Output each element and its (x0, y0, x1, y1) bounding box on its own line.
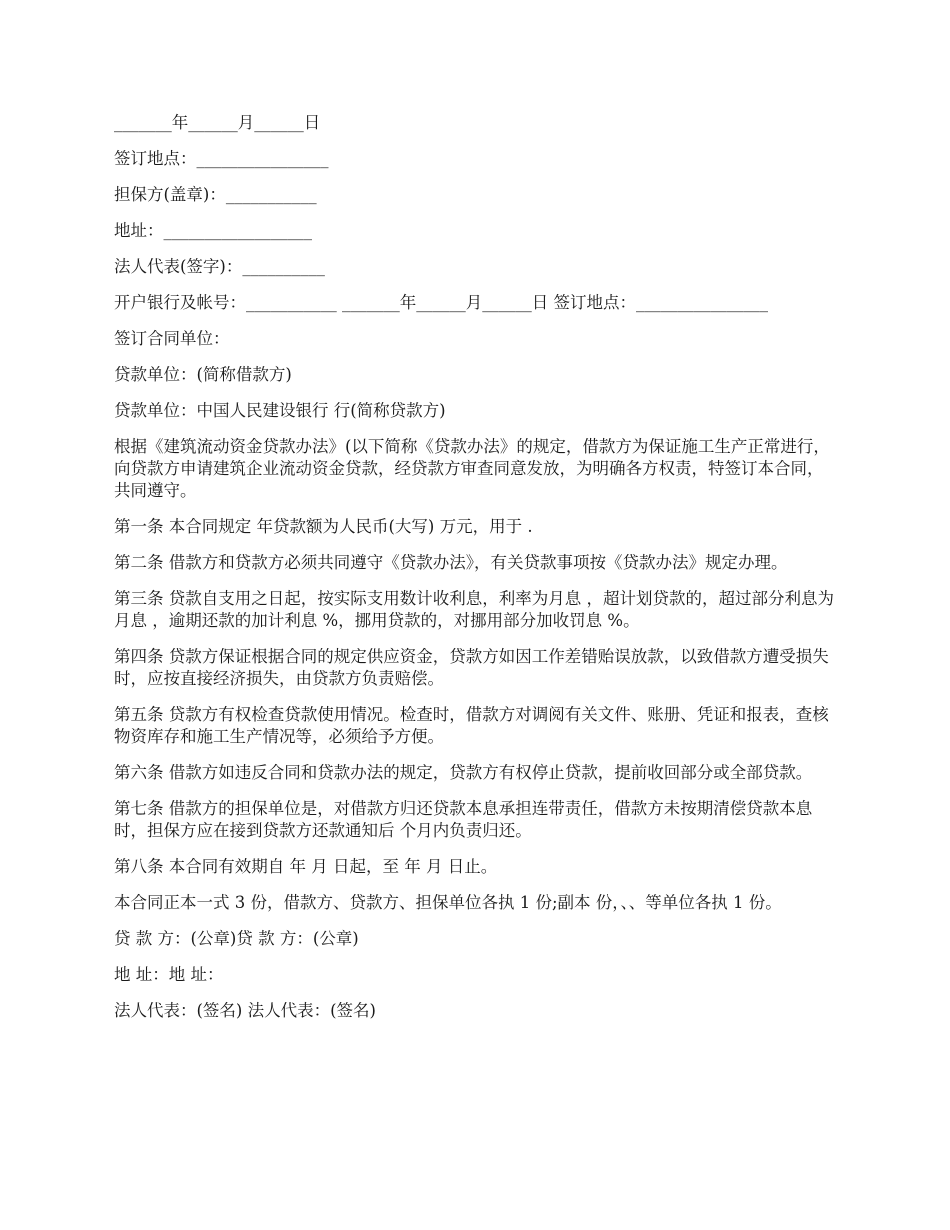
signing-place-line: 签订地点：________________ (114, 149, 329, 168)
article-5: 第五条 贷款方有权检查贷款使用情况。检查时，借款方对调阅有关文件、账册、凭证和报表，查核物资库存和施工生产情况等，必须给予方便。 (114, 705, 829, 746)
article-8: 第八条 本合同有效期自 年 月 日起，至 年 月 日止。 (114, 857, 498, 876)
contract-document (114, 112, 836, 1036)
article-3: 第三条 贷款自支用之日起，按实际支用数计收利息，利率为月息 ，超计划贷款的，超过部分利息为月息 ，逾期还款的加计利息 %，挪用贷款的，对挪用部分加收罚息 %。 (114, 589, 834, 630)
party-address-line: 地 址：地 址： (114, 965, 224, 984)
legal-representative-line: 法人代表(签字)：__________ (114, 257, 325, 276)
party-representative-line: 法人代表：(签名) 法人代表：(签名) (114, 1001, 376, 1020)
borrower-unit-line: 贷款单位：(简称借款方) (114, 365, 292, 384)
party-seal-line: 贷 款 方：(公章)贷 款 方：(公章) (114, 929, 359, 948)
date-line: _______年______月______日 (114, 113, 321, 132)
copies-paragraph: 本合同正本一式 3 份，借款方、贷款方、担保单位各执 1 份;副本 份，、、等单位各执 1 份。 (114, 893, 782, 912)
bank-account-line: 开户银行及帐号：___________ _______年______月______日 签订地点：________________ (114, 293, 768, 312)
article-2: 第二条 借款方和贷款方必须共同遵守《贷款办法》，有关贷款事项按《贷款办法》规定办理。 (114, 553, 788, 572)
preamble-paragraph: 根据《建筑流动资金贷款办法》(以下简称《贷款办法》的规定，借款方为保证施工生产正常进行，向贷款方申请建筑企业流动资金贷款，经贷款方审查同意发放，为明确各方权责，特签订本合同，共同遵守。 (114, 437, 830, 500)
contract-parties-heading: 签订合同单位： (114, 329, 230, 348)
guarantor-seal-line: 担保方(盖章)：___________ (114, 185, 317, 204)
article-4: 第四条 贷款方保证根据合同的规定供应资金，贷款方如因工作差错贻误放款，以致借款方遭受损失时，应按直接经济损失，由贷款方负责赔偿。 (114, 647, 829, 688)
article-6: 第六条 借款方如违反合同和贷款办法的规定，贷款方有权停止贷款，提前收回部分或全部贷款。 (114, 763, 813, 782)
address-line: 地址：__________________ (114, 221, 312, 240)
article-1: 第一条 本合同规定 年贷款额为人民币(大写) 万元，用于 . (114, 517, 533, 536)
article-7: 第七条 借款方的担保单位是，对借款方归还贷款本息承担连带责任，借款方未按期清偿贷款本息时，担保方应在接到贷款方还款通知后 个月内负责归还。 (114, 799, 813, 840)
lender-unit-line: 贷款单位：中国人民建设银行 行(简称贷款方) (114, 401, 446, 420)
